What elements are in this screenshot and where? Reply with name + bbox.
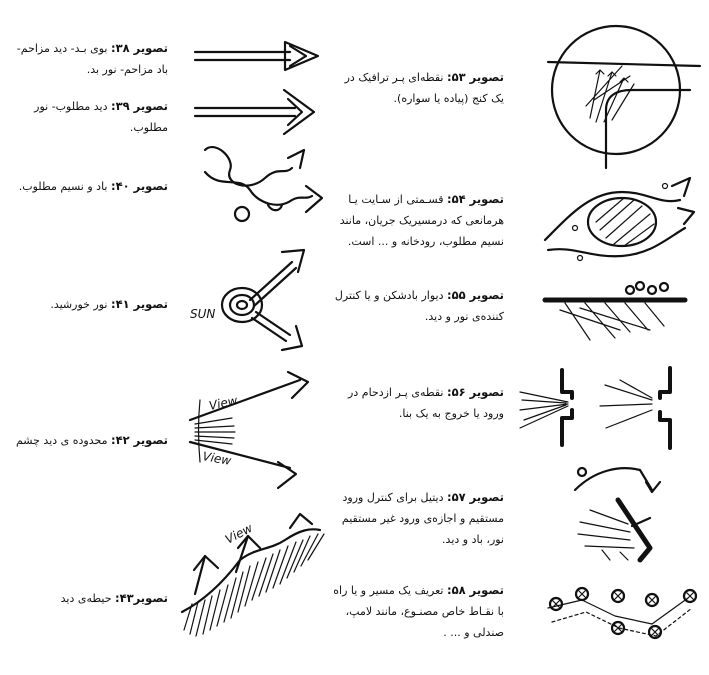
caption-text: دید مطلوب- نور مطلوب. [34,100,168,134]
caption-label: تصویر ۴۱: [111,297,168,311]
caption-label: تصویر۴۳: [115,591,168,605]
caption-text: نقطه‌ای پـر ترافیک در [344,71,444,84]
caption-label: تصویر ۵۶: [447,385,504,399]
caption-label: تصویر ۳۹: [111,99,168,113]
caption-text: باد مزاحم- نور بد. [86,63,168,76]
caption-label: تصویر ۴۲: [111,433,168,447]
caption-text: تعریف یک مسیر و یا راه [333,584,444,597]
caption-label: تصویر ۵۷: [447,490,504,504]
caption-text: نور خورشید. [50,298,108,311]
caption-text: قسـمتی از سـایت یـا [348,193,444,206]
caption-label: تصویر ۵۸: [447,583,504,597]
caption-text: هرمانعی که درمسیریک جریان، مانند [339,214,504,227]
caption-text: دیوار بادشکن و یا کنترل [334,289,444,302]
caption-text: نسیم مطلوب، رودخانه و ... است. [347,235,504,248]
view-label-bottom: View [201,449,233,468]
caption-text: صندلی و ... . [443,626,504,639]
caption-text: یک کنج (پیاده یا سواره). [393,92,504,105]
caption-text: محدوده ی دید چشم [15,434,108,447]
caption-text: کننده‌ی نور و دید. [424,310,504,323]
caption-text: نور، باد و دید. [442,533,504,546]
caption-text: نقطه‌ی پـر ازدحام در [348,386,444,399]
caption-text: حیطه‌ی دید [60,592,112,605]
caption-label: تصویر ۵۳: [447,70,504,84]
caption-label: تصویر ۵۵: [447,288,504,302]
caption-text: با نقـاط خاص مصنـوع، مانند لامپ، [345,605,504,618]
caption-text: بوی بـد- دید مزاحم- [16,42,108,55]
caption-label: تصویر ۴۰: [111,179,168,193]
view-label-field: View [222,520,255,547]
sun-label: SUN [190,307,216,321]
caption-text: باد و نسیم مطلوب. [18,180,108,193]
caption-label: تصویر ۵۴: [447,192,504,206]
caption-text: دیتیل برای کنترل ورود [342,491,444,504]
caption-text: ورود یا خروج به یک بنا. [398,407,504,420]
caption-text: مستقیم و اجازه‌ی ورود غیر مستقیم [341,512,504,525]
view-label-top: View [207,393,239,413]
caption-label: تصویر ۳۸: [111,41,168,55]
